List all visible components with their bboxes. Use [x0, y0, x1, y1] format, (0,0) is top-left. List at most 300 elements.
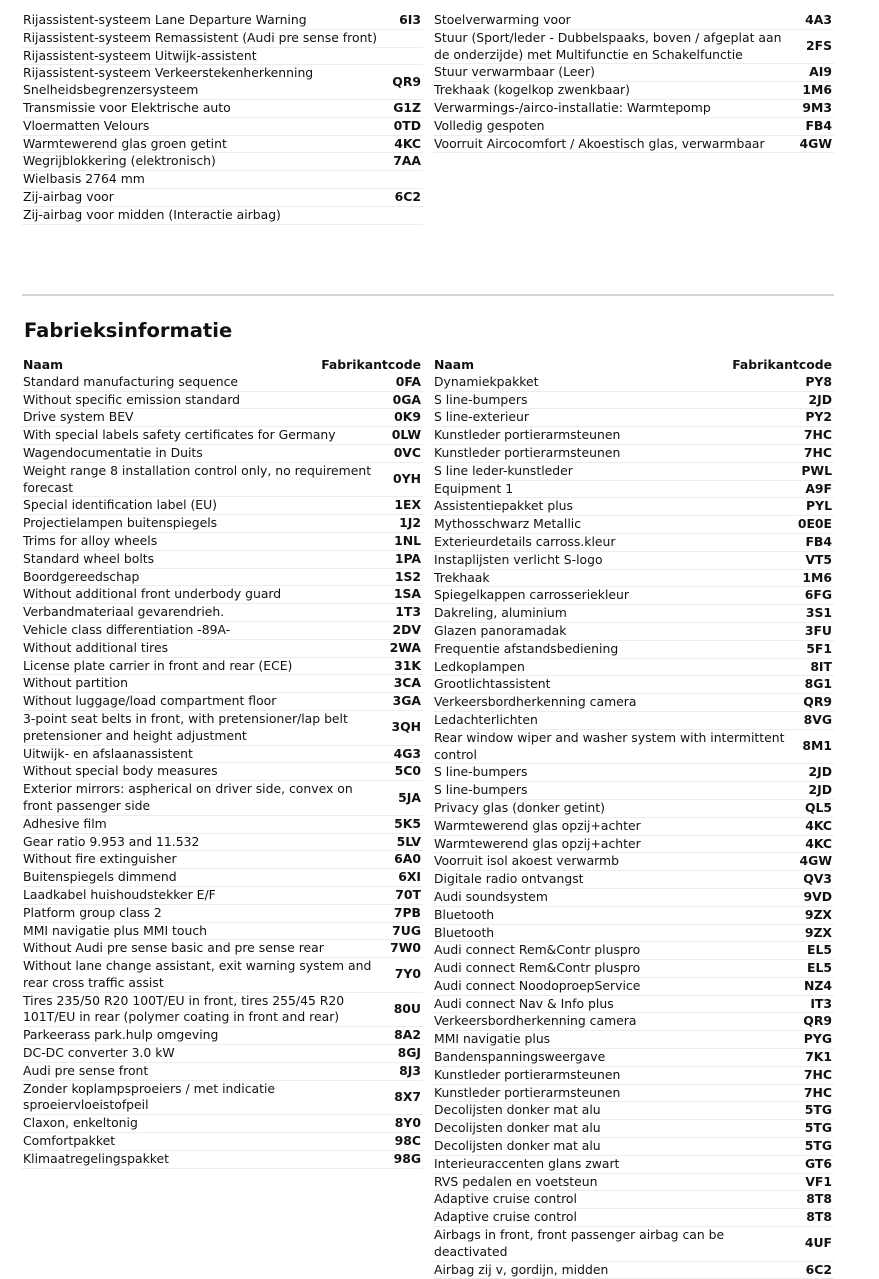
- table-row: [433, 1102, 834, 1120]
- item-code: 7K1: [805, 1049, 832, 1065]
- item-code: 8VG: [803, 711, 832, 727]
- table-row: [433, 942, 834, 960]
- item-code: VT5: [805, 551, 832, 567]
- item-name: License plate carrier in front and rear (ECE): [23, 657, 293, 673]
- item-name: Rijassistent-systeem Verkeerstekenherkenning Snelheidsbegrenzersysteem: [23, 65, 314, 98]
- item-code: 7HC: [803, 1084, 832, 1100]
- item-name: Kunstleder portierarmsteunen: [434, 1084, 621, 1100]
- table-row: [22, 533, 423, 551]
- item-code: 7UG: [392, 922, 421, 938]
- item-name: Volledig gespoten: [434, 117, 545, 133]
- item-name: Drive system BEV: [23, 409, 134, 425]
- item-code: 8J3: [399, 1062, 421, 1078]
- item-name: Exterior mirrors: aspherical on driver side, convex on front passenger side: [23, 781, 353, 813]
- table-row: [433, 1085, 834, 1103]
- table-row: [22, 1081, 423, 1116]
- item-name: Uitwijk- en afslaanassistent: [23, 745, 193, 761]
- table-row: [433, 782, 834, 800]
- table-row: [22, 65, 423, 100]
- item-name: Klimaatregelingspakket: [23, 1150, 169, 1166]
- item-code: 5TG: [804, 1120, 832, 1136]
- item-name: Dynamiekpakket: [434, 373, 539, 389]
- item-code: 5TG: [804, 1138, 832, 1154]
- item-code: FB4: [805, 533, 832, 549]
- item-name: Weight range 8 installation control only, no requirement forecast: [23, 462, 372, 495]
- item-name: Transmissie voor Elektrische auto: [23, 99, 231, 115]
- item-code: 0E0E: [797, 516, 832, 532]
- item-name: Airbags in front, front passenger airbag can be deactivated: [434, 1227, 725, 1259]
- item-name: Decolijsten donker mat alu: [434, 1120, 601, 1136]
- item-name: Wegrijblokkering (elektronisch): [23, 153, 216, 169]
- item-name: Audi connect NoodoproepService: [434, 977, 641, 993]
- item-name: Vehicle class differentiation -89A-: [23, 621, 231, 637]
- item-name: Grootlichtassistent: [434, 676, 551, 692]
- item-code: 8Y0: [394, 1115, 421, 1131]
- item-code: 3QH: [391, 719, 421, 735]
- table-row: [433, 481, 834, 499]
- item-code: 1PA: [394, 550, 421, 566]
- item-name: Voorruit isol akoest verwarmb: [434, 853, 619, 869]
- item-name: Instaplijsten verlicht S-logo: [434, 551, 603, 567]
- item-code: 6XI: [398, 869, 421, 885]
- table-row: [433, 570, 834, 588]
- item-name: Audi pre sense front: [23, 1062, 149, 1078]
- item-code: 4KC: [394, 135, 421, 151]
- item-code: 1S2: [394, 568, 421, 584]
- item-code: 2DV: [392, 621, 421, 637]
- item-code: EL5: [807, 942, 832, 958]
- table-row: [433, 1013, 834, 1031]
- item-code: 0TD: [393, 117, 421, 133]
- item-code: 8T8: [806, 1209, 832, 1225]
- item-name: Without partition: [23, 675, 128, 691]
- section-title: Fabrieksinformatie: [24, 319, 233, 342]
- item-code: QL5: [804, 799, 832, 815]
- table-row: [433, 552, 834, 570]
- item-code: QR9: [803, 694, 832, 710]
- table-row: [22, 763, 423, 781]
- table-row: [22, 887, 423, 905]
- item-code: PYL: [806, 498, 832, 514]
- table-row: [22, 374, 423, 392]
- table-row: [433, 694, 834, 712]
- item-code: 1SA: [393, 586, 421, 602]
- item-code: 0VC: [393, 444, 421, 460]
- item-name: Stuur (Sport/leder - Dubbelspaaks, boven / afgeplat aan de onderzijde) met Multifunctie en Schakelfunctie: [434, 29, 782, 62]
- table-row: [22, 640, 423, 658]
- item-code: 6C2: [805, 1261, 832, 1277]
- item-code: NZ4: [804, 977, 832, 993]
- item-code: 8G1: [804, 676, 832, 692]
- item-name: Buitenspiegels dimmend: [23, 869, 177, 885]
- item-name: S line-bumpers: [434, 764, 528, 780]
- item-code: 4UF: [804, 1235, 832, 1251]
- table-row: [22, 869, 423, 887]
- item-name: Audi connect Rem&Contr pluspro: [434, 960, 641, 976]
- item-name: Adaptive cruise control: [434, 1209, 577, 1225]
- item-code: 2FS: [805, 38, 832, 54]
- options-column-right: [433, 12, 834, 225]
- table-row: [433, 374, 834, 392]
- table-row: [433, 118, 834, 136]
- item-code: 8M1: [802, 738, 832, 754]
- table-row: [22, 1115, 423, 1133]
- item-name: Bluetooth: [434, 906, 495, 922]
- table-row: [22, 153, 423, 171]
- item-name: Bluetooth: [434, 924, 495, 940]
- table-row: [433, 587, 834, 605]
- item-name: Gear ratio 9.953 and 11.532: [23, 833, 200, 849]
- item-name: Wagendocumentatie in Duits: [23, 444, 203, 460]
- item-name: DC-DC converter 3.0 kW: [23, 1045, 175, 1061]
- table-row: [433, 463, 834, 481]
- item-name: Audi soundsystem: [434, 888, 548, 904]
- item-name: Kunstleder portierarmsteunen: [434, 1066, 621, 1082]
- item-code: 1EX: [394, 497, 421, 513]
- item-code: A9F: [805, 480, 832, 496]
- item-code: 98G: [393, 1150, 421, 1166]
- table-row: [433, 1209, 834, 1227]
- table-row: [22, 207, 423, 225]
- table-row: [22, 30, 423, 48]
- item-name: Stoelverwarming voor: [434, 12, 571, 27]
- item-name: Rijassistent-systeem Lane Departure Warning: [23, 12, 307, 27]
- item-name: Tires 235/50 R20 100T/EU in front, tires 255/45 R20 101T/EU in rear (polymer coating in front and rear): [23, 992, 345, 1025]
- table-row: [433, 82, 834, 100]
- table-row: [433, 516, 834, 534]
- item-name: Spiegelkappen carrosseriekleur: [434, 587, 629, 603]
- item-name: Trekhaak: [434, 569, 490, 585]
- item-name: Comfortpakket: [23, 1133, 116, 1149]
- item-code: 4A3: [805, 12, 832, 27]
- item-code: 7HC: [803, 444, 832, 460]
- table-row: [22, 569, 423, 587]
- table-header: [22, 357, 423, 374]
- table-row: [22, 171, 423, 189]
- item-name: Adhesive film: [23, 815, 107, 831]
- table-row: [433, 730, 834, 765]
- item-code: 3GA: [392, 693, 421, 709]
- table-row: [22, 905, 423, 923]
- item-code: 1NL: [394, 532, 421, 548]
- item-code: 8T8: [806, 1191, 832, 1207]
- item-code: 9ZX: [804, 906, 832, 922]
- item-code: PY8: [805, 373, 832, 389]
- item-code: PWL: [801, 462, 832, 478]
- item-code: 98C: [394, 1133, 421, 1149]
- item-name: Ledachterlichten: [434, 711, 538, 727]
- item-code: 4G3: [393, 745, 421, 761]
- table-header: [433, 357, 834, 374]
- factory-column-right: [433, 357, 834, 1279]
- item-name: Trekhaak (kogelkop zwenkbaar): [434, 82, 630, 98]
- table-row: [433, 800, 834, 818]
- table-row: [433, 623, 834, 641]
- item-name: S line leder-kunstleder: [434, 462, 573, 478]
- table-row: [433, 64, 834, 82]
- item-name: Bandenspanningsweergave: [434, 1049, 606, 1065]
- item-name: 3-point seat belts in front, with pretensioner/lap belt pretensioner and height adjustment: [23, 710, 348, 743]
- item-name: Privacy glas (donker getint): [434, 799, 605, 815]
- item-code: 8A2: [394, 1027, 421, 1043]
- item-code: EL5: [807, 960, 832, 976]
- item-name: Claxon, enkeltonig: [23, 1115, 138, 1131]
- table-row: [22, 48, 423, 66]
- item-code: 0LW: [391, 427, 421, 443]
- table-row: [433, 907, 834, 925]
- table-row: [22, 409, 423, 427]
- item-code: 5JA: [398, 789, 421, 805]
- item-code: QR9: [803, 1013, 832, 1029]
- table-row: [22, 100, 423, 118]
- item-code: VF1: [805, 1173, 832, 1189]
- table-row: [433, 764, 834, 782]
- table-row: [433, 427, 834, 445]
- item-code: 0GA: [392, 391, 421, 407]
- item-name: Zonder koplampsproeiers / met indicatie sproeiervloeistofpeil: [23, 1080, 276, 1113]
- item-name: Projectielampen buitenspiegels: [23, 515, 218, 531]
- item-name: Kunstleder portierarmsteunen: [434, 427, 621, 443]
- item-name: Decolijsten donker mat alu: [434, 1138, 601, 1154]
- item-name: Special identification label (EU): [23, 497, 218, 513]
- item-code: 5LV: [396, 833, 421, 849]
- item-name: Without additional tires: [23, 639, 169, 655]
- item-code: 1M6: [802, 82, 832, 98]
- item-name: Ledkoplampen: [434, 658, 525, 674]
- item-name: Verbandmateriaal gevarendrieh.: [23, 604, 225, 620]
- item-code: 0YH: [393, 471, 421, 487]
- table-row: [22, 586, 423, 604]
- table-row: [433, 12, 834, 30]
- item-name: Boordgereedschap: [23, 568, 140, 584]
- table-row: [22, 118, 423, 136]
- table-row: [433, 871, 834, 889]
- table-row: [433, 1227, 834, 1262]
- table-row: [433, 30, 834, 65]
- item-code: 7AA: [393, 153, 421, 169]
- item-name: Mythosschwarz Metallic: [434, 516, 582, 532]
- item-code: 2JD: [808, 782, 832, 798]
- item-code: 5K5: [394, 815, 421, 831]
- item-name: Without Audi pre sense basic and pre sense rear: [23, 940, 324, 956]
- item-name: Warmtewerend glas opzij+achter: [434, 835, 641, 851]
- table-row: [22, 693, 423, 711]
- item-name: Adaptive cruise control: [434, 1191, 577, 1207]
- item-name: MMI navigatie plus: [434, 1031, 551, 1047]
- header-name: Naam: [434, 357, 475, 372]
- table-row: [433, 605, 834, 623]
- item-name: Zij-airbag voor midden (Interactie airbag): [23, 206, 281, 222]
- table-row: [22, 834, 423, 852]
- table-row: [22, 136, 423, 154]
- item-name: Kunstleder portierarmsteunen: [434, 444, 621, 460]
- item-code: G1Z: [393, 99, 421, 115]
- table-row: [433, 498, 834, 516]
- table-row: [433, 534, 834, 552]
- item-name: Audi connect Rem&Contr pluspro: [434, 942, 641, 958]
- item-code: 1M6: [802, 569, 832, 585]
- table-row: [433, 836, 834, 854]
- item-code: 7PB: [393, 904, 421, 920]
- item-name: Without lane change assistant, exit warning system and rear cross traffic assist: [23, 958, 372, 990]
- item-name: Parkeerass park.hulp omgeving: [23, 1027, 219, 1043]
- item-code: 4KC: [805, 835, 832, 851]
- item-code: 5TG: [804, 1102, 832, 1118]
- table-row: [22, 463, 423, 498]
- table-row: [433, 641, 834, 659]
- item-code: 4GW: [799, 135, 832, 151]
- table-row: [22, 427, 423, 445]
- item-code: GT6: [804, 1155, 832, 1171]
- item-code: 7HC: [803, 427, 832, 443]
- item-name: Laadkabel huishoudstekker E/F: [23, 886, 216, 902]
- item-code: 6I3: [399, 12, 421, 27]
- item-code: 80U: [393, 1001, 421, 1017]
- item-name: Wielbasis 2764 mm: [23, 171, 145, 187]
- table-row: [22, 711, 423, 746]
- table-row: [22, 392, 423, 410]
- item-name: Vloermatten Velours: [23, 117, 150, 133]
- item-name: Verkeersbordherkenning camera: [434, 1013, 637, 1029]
- item-name: Interieuraccenten glans zwart: [434, 1155, 620, 1171]
- item-name: Audi connect Nav & Info plus: [434, 995, 614, 1011]
- table-row: [433, 1262, 834, 1279]
- table-row: [22, 622, 423, 640]
- item-name: Frequentie afstandsbediening: [434, 640, 619, 656]
- table-row: [22, 746, 423, 764]
- item-code: 1J2: [399, 515, 421, 531]
- table-row: [22, 851, 423, 869]
- section-divider: [22, 294, 834, 296]
- header-code: Fabrikantcode: [321, 357, 421, 372]
- table-row: [22, 940, 423, 958]
- table-row: [22, 1045, 423, 1063]
- options-column-left: [22, 12, 423, 225]
- item-code: 8GJ: [397, 1045, 421, 1061]
- item-code: 7HC: [803, 1066, 832, 1082]
- table-row: [433, 978, 834, 996]
- item-code: 5C0: [394, 763, 421, 779]
- item-name: Standard manufacturing sequence: [23, 373, 239, 389]
- table-row: [22, 923, 423, 941]
- item-code: 7W0: [390, 940, 421, 956]
- item-name: MMI navigatie plus MMI touch: [23, 922, 208, 938]
- item-name: Warmtewerend glas opzij+achter: [434, 817, 641, 833]
- factory-rows-left: [22, 374, 423, 1169]
- table-row: [433, 853, 834, 871]
- item-code: 0FA: [395, 373, 421, 389]
- item-name: With special labels safety certificates for Germany: [23, 427, 336, 443]
- item-name: Dakreling, aluminium: [434, 605, 567, 621]
- item-code: 6C2: [394, 188, 421, 204]
- table-row: [22, 12, 423, 30]
- item-code: 9VD: [803, 888, 832, 904]
- table-row: [22, 675, 423, 693]
- item-code: 3FU: [804, 622, 832, 638]
- item-name: Airbag zij v, gordijn, midden: [434, 1261, 609, 1277]
- item-code: 2JD: [808, 764, 832, 780]
- header-code: Fabrikantcode: [732, 357, 832, 372]
- item-name: Trims for alloy wheels: [23, 532, 158, 548]
- table-row: [433, 659, 834, 677]
- item-code: IT3: [810, 995, 832, 1011]
- item-code: 8X7: [394, 1089, 421, 1105]
- table-row: [22, 189, 423, 207]
- item-code: 4KC: [805, 817, 832, 833]
- item-code: 4GW: [799, 853, 832, 869]
- item-code: 7Y0: [394, 966, 421, 982]
- table-row: [433, 1156, 834, 1174]
- item-name: Without luggage/load compartment floor: [23, 693, 277, 709]
- table-row: [22, 515, 423, 533]
- table-row: [22, 551, 423, 569]
- table-row: [433, 1174, 834, 1192]
- item-code: 6FG: [804, 587, 832, 603]
- table-row: [22, 1151, 423, 1169]
- table-row: [433, 136, 834, 154]
- item-code: 8IT: [810, 658, 832, 674]
- item-code: 3S1: [805, 605, 832, 621]
- table-row: [433, 100, 834, 118]
- item-name: Zij-airbag voor: [23, 188, 114, 204]
- item-name: Glazen panoramadak: [434, 622, 567, 638]
- item-name: Digitale radio ontvangst: [434, 871, 584, 887]
- item-name: RVS pedalen en voetsteun: [434, 1173, 598, 1189]
- factory-table: [22, 357, 834, 1279]
- table-row: [433, 1067, 834, 1085]
- item-code: 3CA: [393, 675, 421, 691]
- item-name: S line-bumpers: [434, 782, 528, 798]
- table-row: [433, 996, 834, 1014]
- item-code: 1T3: [395, 604, 421, 620]
- item-code: 31K: [394, 657, 421, 673]
- item-name: Exterieurdetails carross.kleur: [434, 533, 616, 549]
- item-name: Without fire extinguisher: [23, 851, 177, 867]
- item-code: 2WA: [389, 639, 421, 655]
- item-code: 9ZX: [804, 924, 832, 940]
- item-code: 5F1: [806, 640, 832, 656]
- item-code: 2JD: [808, 391, 832, 407]
- table-row: [22, 1063, 423, 1081]
- table-row: [22, 497, 423, 515]
- table-row: [433, 1138, 834, 1156]
- table-row: [433, 889, 834, 907]
- table-row: [22, 658, 423, 676]
- item-name: Without additional front underbody guard: [23, 586, 282, 602]
- table-row: [22, 993, 423, 1028]
- item-code: PY2: [805, 409, 832, 425]
- item-name: Voorruit Aircocomfort / Akoestisch glas, verwarmbaar: [434, 135, 765, 151]
- item-name: Rijassistent-systeem Uitwijk-assistent: [23, 47, 257, 63]
- item-name: Rear window wiper and washer system with intermittent control: [434, 729, 785, 762]
- table-row: [433, 925, 834, 943]
- item-name: Rijassistent-systeem Remassistent (Audi pre sense front): [23, 29, 378, 45]
- item-name: S line-exterieur: [434, 409, 529, 425]
- item-name: Assistentiepakket plus: [434, 498, 573, 514]
- item-name: Without special body measures: [23, 763, 218, 779]
- table-row: [433, 392, 834, 410]
- table-row: [22, 816, 423, 834]
- item-code: AI9: [809, 64, 832, 80]
- table-row: [22, 1133, 423, 1151]
- table-row: [433, 818, 834, 836]
- item-name: Warmtewerend glas groen getint: [23, 135, 227, 151]
- table-row: [433, 676, 834, 694]
- item-name: Verwarmings-/airco-installatie: Warmtepomp: [434, 99, 711, 115]
- options-table: [22, 12, 834, 225]
- table-row: [433, 445, 834, 463]
- item-code: PYG: [803, 1031, 832, 1047]
